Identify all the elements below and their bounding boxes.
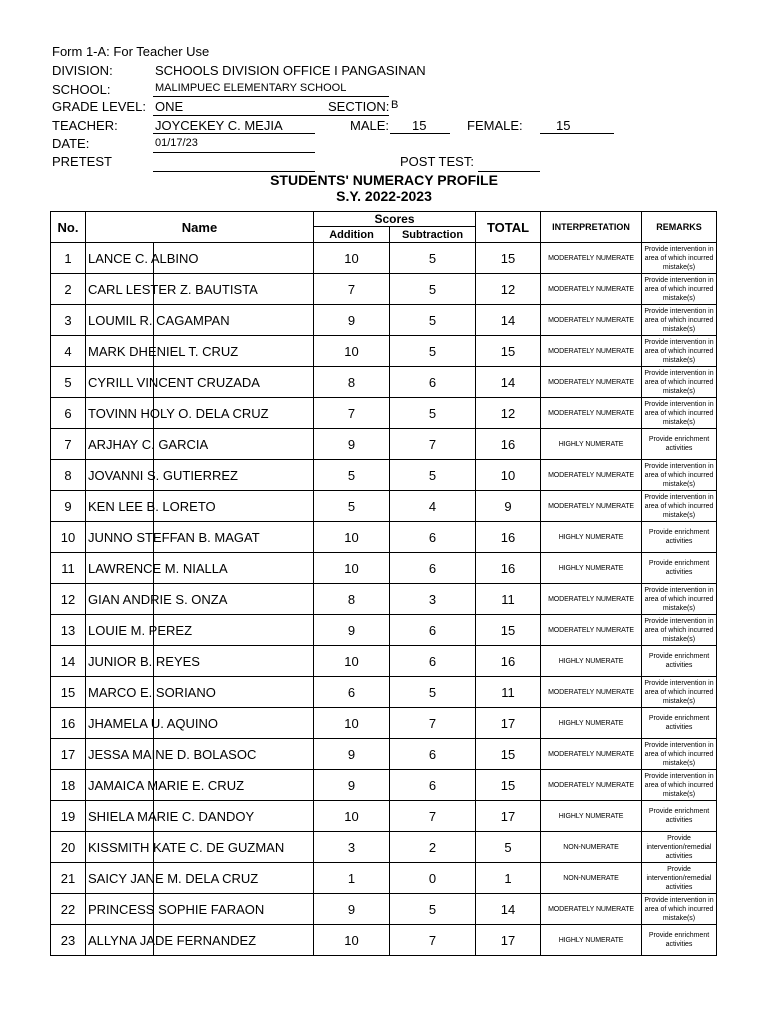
grade-value: ONE <box>155 99 184 114</box>
remarks: Provide enrichment activities <box>642 925 717 956</box>
student-name: ARJHAY C. GARCIA <box>86 429 314 460</box>
total-score: 14 <box>476 894 541 925</box>
student-name: PRINCESS SOPHIE FARAON <box>86 894 314 925</box>
remarks: Provide intervention in area of which incurred mistake(s) <box>642 367 717 398</box>
row-number: 15 <box>51 677 86 708</box>
remarks: Provide intervention in area of which incurred mistake(s) <box>642 274 717 305</box>
teacher-label: TEACHER: <box>52 118 118 133</box>
remarks: Provide intervention/remedial activities <box>642 863 717 894</box>
section-value: B <box>391 99 399 111</box>
row-number: 9 <box>51 491 86 522</box>
row-number: 14 <box>51 646 86 677</box>
subtraction-score: 5 <box>390 274 476 305</box>
total-score: 5 <box>476 832 541 863</box>
subtraction-score: 6 <box>390 522 476 553</box>
male-value: 15 <box>412 118 427 133</box>
remarks: Provide intervention in area of which incurred mistake(s) <box>642 584 717 615</box>
remarks: Provide intervention in area of which incurred mistake(s) <box>642 336 717 367</box>
header-scores: Scores <box>314 212 476 227</box>
school-underline <box>153 96 389 97</box>
interpretation: MODERATELY NUMERATE <box>541 739 642 770</box>
remarks: Provide intervention in area of which incurred mistake(s) <box>642 491 717 522</box>
addition-score: 7 <box>314 398 390 429</box>
subtraction-score: 5 <box>390 336 476 367</box>
total-score: 16 <box>476 646 541 677</box>
student-name: MARCO E. SORIANO <box>86 677 314 708</box>
table-row <box>51 770 717 801</box>
interpretation: MODERATELY NUMERATE <box>541 398 642 429</box>
interpretation: HIGHLY NUMERATE <box>541 646 642 677</box>
total-score: 11 <box>476 677 541 708</box>
student-name: CYRILL VINCENT CRUZADA <box>86 367 314 398</box>
remarks: Provide intervention in area of which incurred mistake(s) <box>642 677 717 708</box>
table-row <box>51 243 717 274</box>
subtraction-score: 5 <box>390 460 476 491</box>
interpretation: NON-NUMERATE <box>541 863 642 894</box>
total-score: 17 <box>476 708 541 739</box>
division-label: DIVISION: <box>52 63 113 78</box>
addition-score: 3 <box>314 832 390 863</box>
addition-score: 8 <box>314 584 390 615</box>
remarks: Provide intervention in area of which incurred mistake(s) <box>642 243 717 274</box>
female-value: 15 <box>556 118 571 133</box>
addition-score: 10 <box>314 925 390 956</box>
row-number: 12 <box>51 584 86 615</box>
addition-score: 10 <box>314 553 390 584</box>
table-row <box>51 708 717 739</box>
remarks: Provide enrichment activities <box>642 553 717 584</box>
interpretation: MODERATELY NUMERATE <box>541 770 642 801</box>
grade-label: GRADE LEVEL: <box>52 99 146 114</box>
subtraction-score: 4 <box>390 491 476 522</box>
row-number: 4 <box>51 336 86 367</box>
row-number: 19 <box>51 801 86 832</box>
subtraction-score: 0 <box>390 863 476 894</box>
addition-score: 9 <box>314 739 390 770</box>
row-number: 20 <box>51 832 86 863</box>
interpretation: MODERATELY NUMERATE <box>541 894 642 925</box>
date-label: DATE: <box>52 136 90 151</box>
addition-score: 7 <box>314 274 390 305</box>
total-score: 15 <box>476 770 541 801</box>
student-name: KEN LEE B. LORETO <box>86 491 314 522</box>
total-score: 12 <box>476 398 541 429</box>
table-row <box>51 584 717 615</box>
remarks: Provide enrichment activities <box>642 646 717 677</box>
grade-underline <box>153 115 389 116</box>
row-number: 1 <box>51 243 86 274</box>
subtraction-score: 7 <box>390 429 476 460</box>
total-score: 16 <box>476 522 541 553</box>
table-row <box>51 460 717 491</box>
remarks: Provide intervention in area of which incurred mistake(s) <box>642 398 717 429</box>
interpretation: MODERATELY NUMERATE <box>541 336 642 367</box>
addition-score: 8 <box>314 367 390 398</box>
addition-score: 10 <box>314 243 390 274</box>
row-number: 6 <box>51 398 86 429</box>
table-row <box>51 367 717 398</box>
table-row <box>51 801 717 832</box>
student-name: TOVINN HOLY O. DELA CRUZ <box>86 398 314 429</box>
header-interpretation: INTERPRETATION <box>541 212 642 243</box>
row-number: 3 <box>51 305 86 336</box>
student-name: SAICY JANE M. DELA CRUZ <box>86 863 314 894</box>
row-number: 23 <box>51 925 86 956</box>
subtraction-score: 7 <box>390 801 476 832</box>
total-score: 1 <box>476 863 541 894</box>
interpretation: HIGHLY NUMERATE <box>541 801 642 832</box>
posttest-label: POST TEST: <box>400 154 474 169</box>
addition-score: 10 <box>314 336 390 367</box>
total-score: 15 <box>476 336 541 367</box>
teacher-value: JOYCEKEY C. MEJIA <box>155 118 283 133</box>
subtraction-score: 6 <box>390 770 476 801</box>
total-score: 17 <box>476 925 541 956</box>
student-name: JUNNO STEFFAN B. MAGAT <box>86 522 314 553</box>
remarks: Provide intervention in area of which incurred mistake(s) <box>642 305 717 336</box>
male-label: MALE: <box>350 118 390 133</box>
addition-score: 10 <box>314 646 390 677</box>
row-number: 17 <box>51 739 86 770</box>
total-score: 15 <box>476 739 541 770</box>
school-label: SCHOOL: <box>52 82 111 97</box>
student-name: JOVANNI S. GUTIERREZ <box>86 460 314 491</box>
page-title: STUDENTS' NUMERACY PROFILE <box>270 172 498 188</box>
header-addition: Addition <box>314 227 390 243</box>
interpretation: HIGHLY NUMERATE <box>541 429 642 460</box>
table-row <box>51 274 717 305</box>
remarks: Provide enrichment activities <box>642 522 717 553</box>
table-row <box>51 553 717 584</box>
male-underline <box>390 133 450 134</box>
addition-score: 5 <box>314 460 390 491</box>
table-row <box>51 832 717 863</box>
pretest-label: PRETEST <box>52 154 112 169</box>
form-label: Form 1-A: For Teacher Use <box>52 44 210 59</box>
interpretation: MODERATELY NUMERATE <box>541 367 642 398</box>
remarks: Provide intervention in area of which incurred mistake(s) <box>642 615 717 646</box>
addition-score: 9 <box>314 305 390 336</box>
remarks: Provide enrichment activities <box>642 429 717 460</box>
remarks: Provide intervention in area of which incurred mistake(s) <box>642 460 717 491</box>
interpretation: HIGHLY NUMERATE <box>541 925 642 956</box>
total-score: 11 <box>476 584 541 615</box>
addition-score: 10 <box>314 801 390 832</box>
remarks: Provide enrichment activities <box>642 708 717 739</box>
subtraction-score: 3 <box>390 584 476 615</box>
interpretation: MODERATELY NUMERATE <box>541 274 642 305</box>
header-total: TOTAL <box>476 212 541 243</box>
student-name: JHAMELA U. AQUINO <box>86 708 314 739</box>
student-name: JESSA MAINE D. BOLASOC <box>86 739 314 770</box>
addition-score: 9 <box>314 894 390 925</box>
row-number: 10 <box>51 522 86 553</box>
remarks: Provide intervention in area of which incurred mistake(s) <box>642 894 717 925</box>
total-score: 9 <box>476 491 541 522</box>
table-row <box>51 615 717 646</box>
total-score: 14 <box>476 367 541 398</box>
remarks: Provide intervention/remedial activities <box>642 832 717 863</box>
student-name: LOUMIL R. CAGAMPAN <box>86 305 314 336</box>
table-row <box>51 429 717 460</box>
female-label: FEMALE: <box>467 118 523 133</box>
student-name: SHIELA MARIE C. DANDOY <box>86 801 314 832</box>
subtraction-score: 6 <box>390 553 476 584</box>
subtraction-score: 5 <box>390 677 476 708</box>
subtraction-score: 5 <box>390 243 476 274</box>
total-score: 15 <box>476 243 541 274</box>
row-number: 7 <box>51 429 86 460</box>
header-remarks: REMARKS <box>642 212 717 243</box>
name-column-gridline <box>153 243 154 956</box>
subtraction-score: 5 <box>390 305 476 336</box>
interpretation: MODERATELY NUMERATE <box>541 584 642 615</box>
section-label: SECTION: <box>328 99 390 114</box>
interpretation: MODERATELY NUMERATE <box>541 677 642 708</box>
interpretation: HIGHLY NUMERATE <box>541 553 642 584</box>
student-name: MARK DHENIEL T. CRUZ <box>86 336 314 367</box>
student-name: CARL LESTER Z. BAUTISTA <box>86 274 314 305</box>
table-row <box>51 646 717 677</box>
school-year: S.Y. 2022-2023 <box>336 188 432 204</box>
row-number: 2 <box>51 274 86 305</box>
interpretation: MODERATELY NUMERATE <box>541 491 642 522</box>
total-score: 12 <box>476 274 541 305</box>
female-underline <box>540 133 614 134</box>
subtraction-score: 7 <box>390 708 476 739</box>
row-number: 13 <box>51 615 86 646</box>
row-number: 16 <box>51 708 86 739</box>
remarks: Provide intervention in area of which incurred mistake(s) <box>642 770 717 801</box>
row-number: 18 <box>51 770 86 801</box>
division-value: SCHOOLS DIVISION OFFICE I PANGASINAN <box>155 63 426 78</box>
interpretation: MODERATELY NUMERATE <box>541 460 642 491</box>
student-name: LOUIE M. PEREZ <box>86 615 314 646</box>
subtraction-score: 6 <box>390 739 476 770</box>
interpretation: HIGHLY NUMERATE <box>541 708 642 739</box>
table-row <box>51 677 717 708</box>
interpretation: MODERATELY NUMERATE <box>541 615 642 646</box>
total-score: 16 <box>476 429 541 460</box>
table-row <box>51 398 717 429</box>
row-number: 11 <box>51 553 86 584</box>
addition-score: 6 <box>314 677 390 708</box>
table-row <box>51 336 717 367</box>
header-no: No. <box>51 212 86 243</box>
numeracy-table <box>50 211 717 956</box>
addition-score: 10 <box>314 522 390 553</box>
subtraction-score: 5 <box>390 894 476 925</box>
table-row <box>51 739 717 770</box>
addition-score: 10 <box>314 708 390 739</box>
total-score: 16 <box>476 553 541 584</box>
interpretation: MODERATELY NUMERATE <box>541 305 642 336</box>
remarks: Provide enrichment activities <box>642 801 717 832</box>
student-name: LANCE C. ALBINO <box>86 243 314 274</box>
total-score: 15 <box>476 615 541 646</box>
addition-score: 1 <box>314 863 390 894</box>
table-row <box>51 925 717 956</box>
row-number: 21 <box>51 863 86 894</box>
school-value: MALIMPUEC ELEMENTARY SCHOOL <box>155 82 347 94</box>
total-score: 14 <box>476 305 541 336</box>
addition-score: 5 <box>314 491 390 522</box>
header-name: Name <box>86 212 314 243</box>
addition-score: 9 <box>314 770 390 801</box>
table-row <box>51 894 717 925</box>
subtraction-score: 6 <box>390 615 476 646</box>
addition-score: 9 <box>314 429 390 460</box>
total-score: 17 <box>476 801 541 832</box>
remarks: Provide intervention in area of which incurred mistake(s) <box>642 739 717 770</box>
interpretation: MODERATELY NUMERATE <box>541 243 642 274</box>
student-name: JAMAICA MARIE E. CRUZ <box>86 770 314 801</box>
subtraction-score: 6 <box>390 646 476 677</box>
interpretation: HIGHLY NUMERATE <box>541 522 642 553</box>
subtraction-score: 6 <box>390 367 476 398</box>
student-name: GIAN ANDRIE S. ONZA <box>86 584 314 615</box>
table-row <box>51 491 717 522</box>
student-name: ALLYNA JADE FERNANDEZ <box>86 925 314 956</box>
student-name: KISSMITH KATE C. DE GUZMAN <box>86 832 314 863</box>
teacher-underline <box>153 133 315 134</box>
student-name: LAWRENCE M. NIALLA <box>86 553 314 584</box>
subtraction-score: 5 <box>390 398 476 429</box>
row-number: 8 <box>51 460 86 491</box>
date-underline <box>153 152 315 153</box>
addition-score: 9 <box>314 615 390 646</box>
header-subtraction: Subtraction <box>390 227 476 243</box>
subtraction-score: 2 <box>390 832 476 863</box>
row-number: 22 <box>51 894 86 925</box>
table-row <box>51 863 717 894</box>
subtraction-score: 7 <box>390 925 476 956</box>
student-name: JUNIOR B. REYES <box>86 646 314 677</box>
interpretation: NON-NUMERATE <box>541 832 642 863</box>
total-score: 10 <box>476 460 541 491</box>
row-number: 5 <box>51 367 86 398</box>
date-value: 01/17/23 <box>155 137 198 149</box>
table-row <box>51 522 717 553</box>
table-row <box>51 305 717 336</box>
